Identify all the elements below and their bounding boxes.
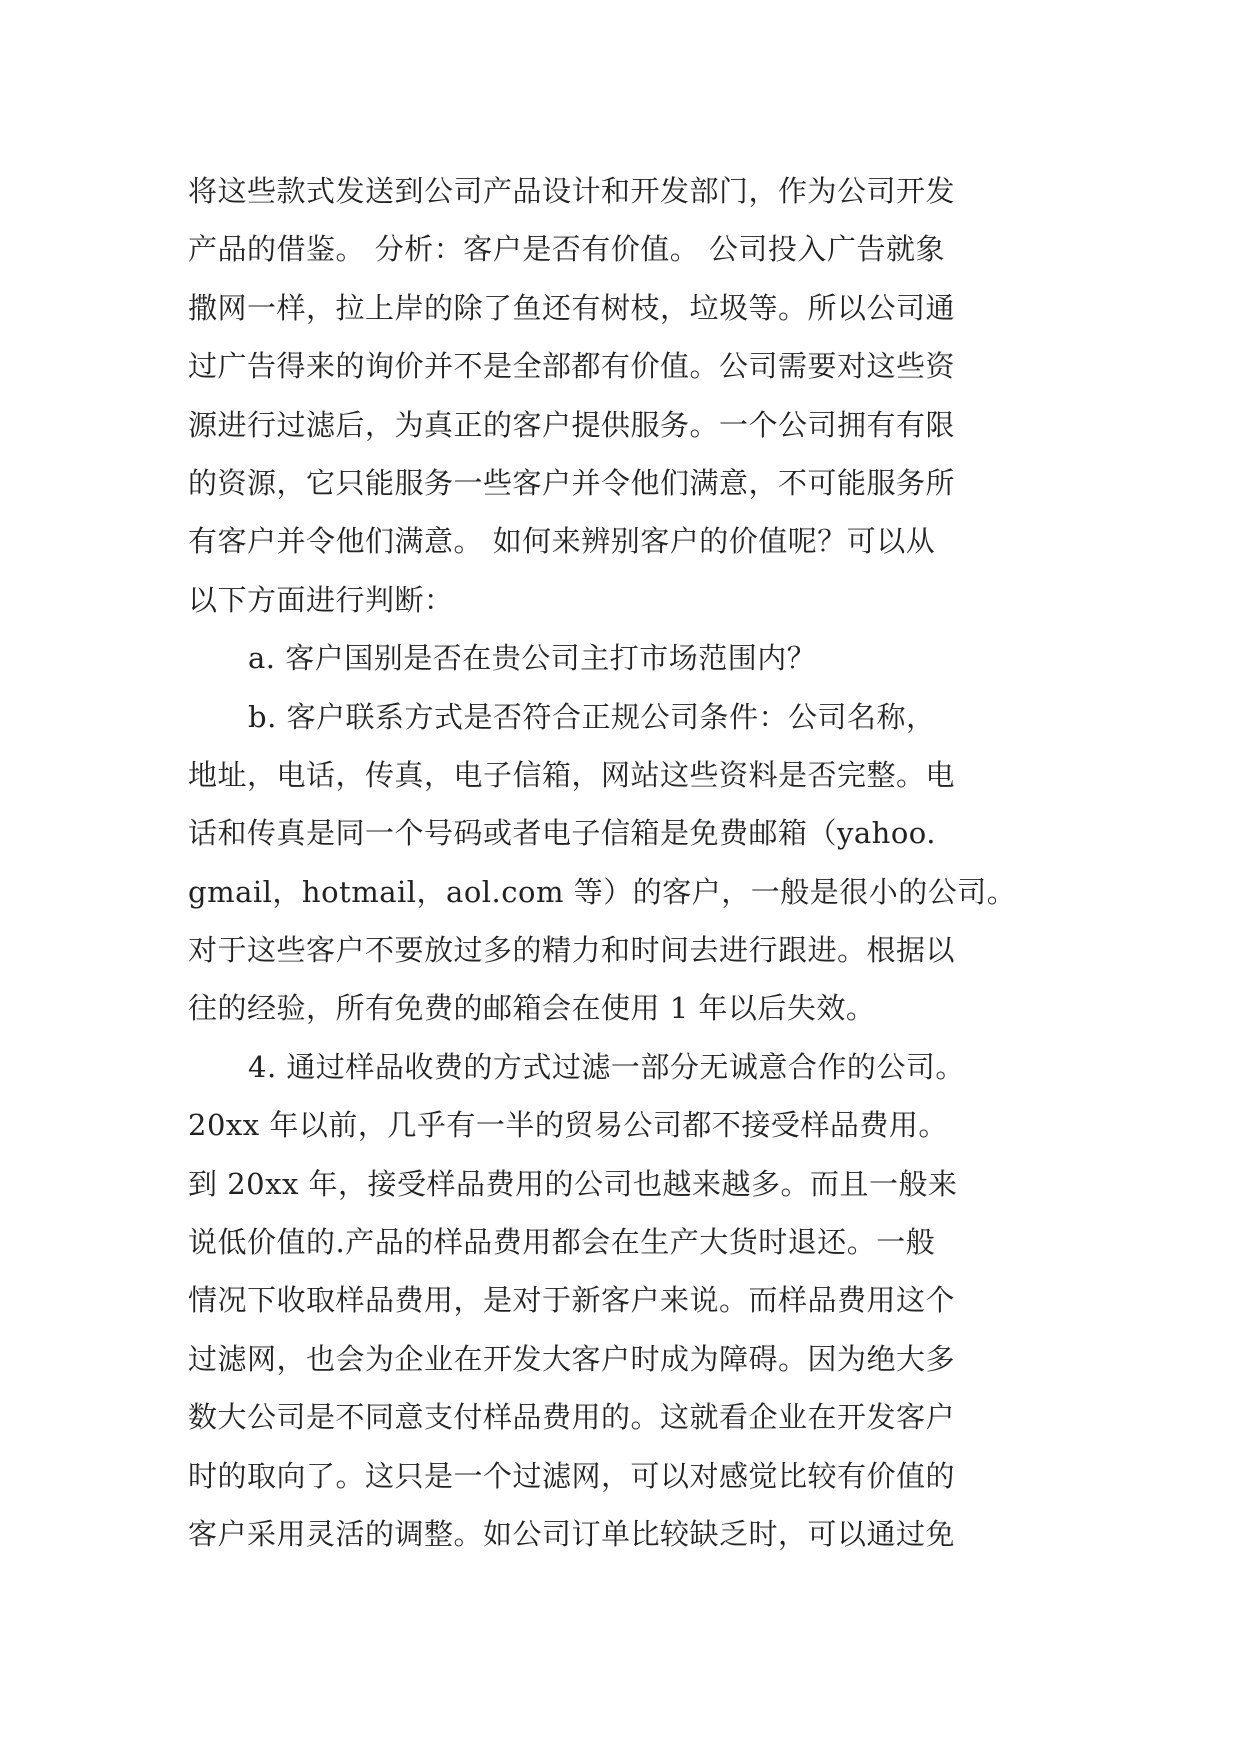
text-line: 数大公司是不同意支付样品费用的。这就看企业在开发客户 <box>188 1400 956 1435</box>
text-line: 时的取向了。这只是一个过滤网，可以对感觉比较有价值的 <box>188 1458 956 1493</box>
text-line: 20xx 年以前，几乎有一半的贸易公司都不接受样品费用。 <box>188 1108 948 1143</box>
text-line: 到 20xx 年，接受样品费用的公司也越来越多。而且一般来 <box>188 1166 958 1201</box>
list-item-b: b. 客户联系方式是否符合正规公司条件：公司名称， <box>248 699 936 734</box>
numbered-item-4: 4. 通过样品收费的方式过滤一部分无诚意合作的公司。 <box>248 1049 965 1084</box>
text-line: 过滤网，也会为企业在开发大客户时成为障碍。因为绝大多 <box>188 1341 956 1376</box>
text-line: 话和传真是同一个号码或者电子信箱是免费邮箱（yahoo. <box>188 816 936 851</box>
text-line: 情况下收取样品费用，是对于新客户来说。而样品费用这个 <box>188 1283 956 1318</box>
text-line: 产品的借鉴。 分析：客户是否有价值。 公司投入广告就象 <box>188 232 945 267</box>
text-line: 过广告得来的询价并不是全部都有价值。公司需要对这些资 <box>188 349 956 384</box>
text-line: 源进行过滤后，为真正的客户提供服务。一个公司拥有有限 <box>188 407 956 442</box>
text-line: 的资源，它只能服务一些客户并令他们满意，不可能服务所 <box>188 465 956 500</box>
text-line: 往的经验，所有免费的邮箱会在使用 1 年以后失效。 <box>188 991 876 1026</box>
text-line: 地址，电话，传真，电子信箱，网站这些资料是否完整。电 <box>188 757 956 792</box>
text-line: 以下方面进行判断： <box>188 582 454 617</box>
list-item-a: a. 客户国别是否在贵公司主打市场范围内？ <box>248 641 817 676</box>
text-line: 客户采用灵活的调整。如公司订单比较缺乏时，可以通过免 <box>188 1516 956 1551</box>
text-line: gmail，hotmail，aol.com 等）的客户，一般是很小的公司。 <box>188 874 1017 909</box>
text-line: 将这些款式发送到公司产品设计和开发部门，作为公司开发 <box>188 174 956 208</box>
document-body <box>188 162 1058 1563</box>
text-line: 说低价值的.产品的样品费用都会在生产大货时退还。一般 <box>188 1225 936 1260</box>
text-line: 撒网一样，拉上岸的除了鱼还有树枝，垃圾等。所以公司通 <box>188 290 956 325</box>
text-line: 对于这些客户不要放过多的精力和时间去进行跟进。根据以 <box>188 933 956 968</box>
text-line: 有客户并令他们满意。 如何来辨别客户的价值呢？可以从 <box>188 524 936 559</box>
